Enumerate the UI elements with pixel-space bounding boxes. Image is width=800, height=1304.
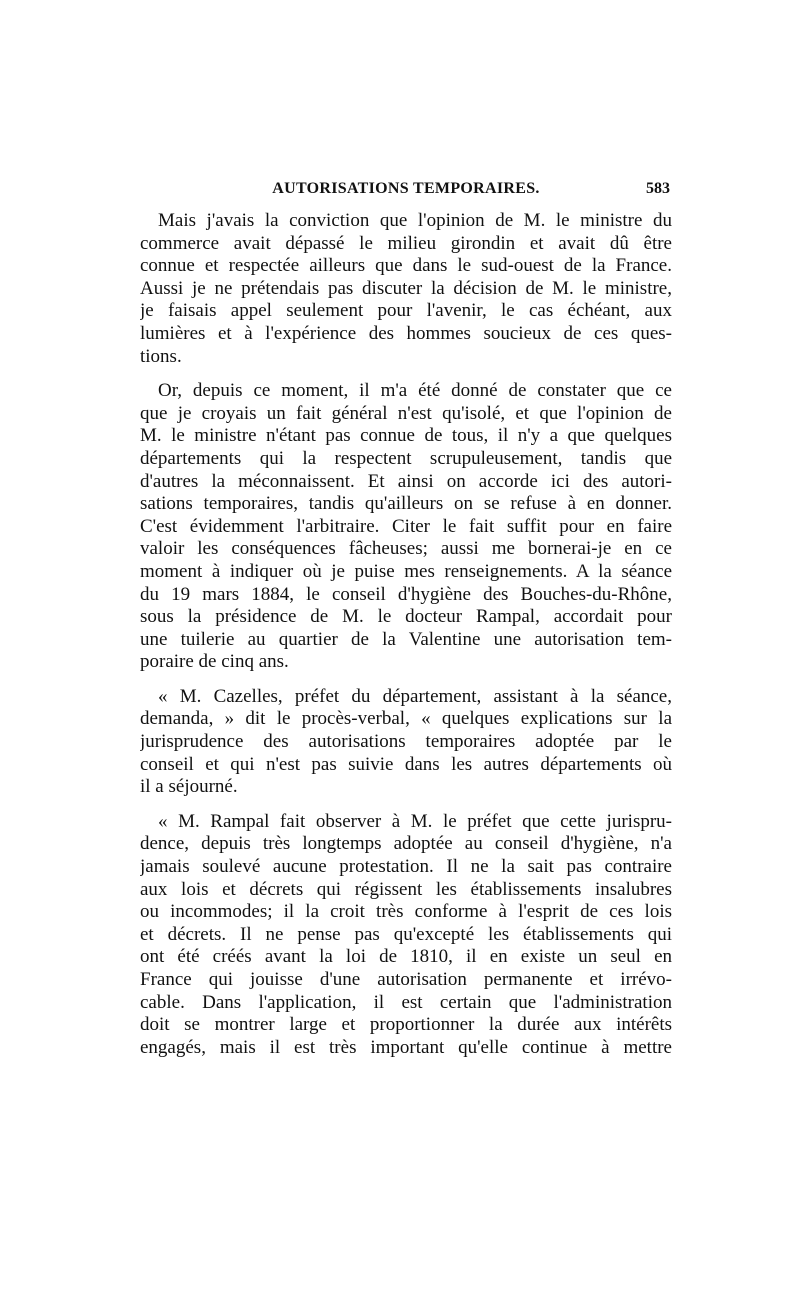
paragraph-2: [140, 380, 672, 674]
text-line: sous la présidence de M. le docteur Rampal, accordait pour: [140, 606, 672, 628]
text-line: Mais j'avais la conviction que l'opinion de M. le ministre du: [158, 210, 672, 231]
body-text: [140, 210, 672, 1071]
text-line: engagés, mais il est très important qu'elle continue à mettre: [140, 1036, 672, 1058]
text-line: une tuilerie au quartier de la Valentine une autorisation tem-: [140, 628, 672, 650]
page-number: 583: [646, 180, 670, 197]
text-line: d'autres la méconnaissent. Et ainsi on accorde ici des autori-: [140, 470, 672, 492]
text-line: moment à indiquer où je puise mes renseignements. A la séance: [140, 560, 672, 582]
text-line: valoir les conséquences fâcheuses; aussi me bornerai-je en ce: [140, 538, 672, 560]
text-line: Or, depuis ce moment, il m'a été donné de constater que ce: [158, 380, 672, 402]
text-line: France qui jouisse d'une autorisation permanente et irrévo-: [140, 969, 672, 990]
text-line: tions.: [140, 345, 182, 367]
text-line: départements qui la respectent scrupuleusement, tandis que: [140, 447, 672, 469]
text-line: jurisprudence des autorisations temporaires adoptée par le: [140, 731, 672, 753]
text-line: « M. Rampal fait observer à M. le préfet que cette jurispru-: [158, 810, 672, 832]
text-line: cable. Dans l'application, il est certain que l'administration: [140, 991, 672, 1013]
paragraph-1: [140, 210, 672, 368]
text-line: aux lois et décrets qui régissent les établissements insalubres: [140, 878, 672, 900]
text-line: connue et respectée ailleurs que dans le sud-ouest de la France.: [140, 255, 672, 277]
text-line: du 19 mars 1884, le conseil d'hygiène des Bouches-du-Rhône,: [140, 583, 672, 605]
page-header: [140, 180, 672, 204]
text-line: ont été créés avant la loi de 1810, il en existe un seul en: [140, 946, 672, 968]
text-line: doit se montrer large et proportionner la durée aux intérêts: [140, 1014, 672, 1036]
text-line: lumières et à l'expérience des hommes soucieux de ces ques-: [140, 322, 672, 344]
text-line: M. le ministre n'étant pas connue de tous, il n'y a que quelques: [140, 425, 672, 447]
text-line: sations temporaires, tandis qu'ailleurs on se refuse à en donner.: [140, 493, 672, 515]
text-line: conseil et qui n'est pas suivie dans les autres départements où: [140, 753, 672, 775]
text-line: ou incommodes; il la croit très conforme à l'esprit de ces lois: [140, 901, 672, 923]
text-line: Aussi je ne prétendais pas discuter la décision de M. le ministre,: [140, 277, 672, 299]
text-line: et décrets. Il ne pense pas qu'excepté les établissements qui: [140, 923, 672, 945]
text-line: poraire de cinq ans.: [140, 651, 289, 673]
text-line: commerce avait dépassé le milieu girondin et avait dû être: [140, 232, 672, 254]
text-line: demanda, » dit le procès-verbal, « quelques explications sur la: [140, 708, 672, 730]
text-line: dence, depuis très longtemps adoptée au conseil d'hygiène, n'a: [140, 833, 672, 855]
text-line: « M. Cazelles, préfet du département, assistant à la séance,: [158, 685, 672, 707]
text-line: jamais soulevé aucune protestation. Il ne la sait pas contraire: [140, 856, 672, 878]
paragraph-4: [140, 811, 672, 1060]
paragraph-3: [140, 686, 672, 799]
running-title: AUTORISATIONS TEMPORAIRES.: [272, 180, 540, 197]
text-line: il a séjourné.: [140, 776, 238, 798]
text-line: je faisais appel seulement pour l'avenir, le cas échéant, aux: [140, 300, 672, 322]
text-line: C'est évidemment l'arbitraire. Citer le fait suffit pour en faire: [140, 515, 672, 537]
text-line: que je croyais un fait général n'est qu'isolé, et que l'opinion de: [140, 402, 672, 424]
